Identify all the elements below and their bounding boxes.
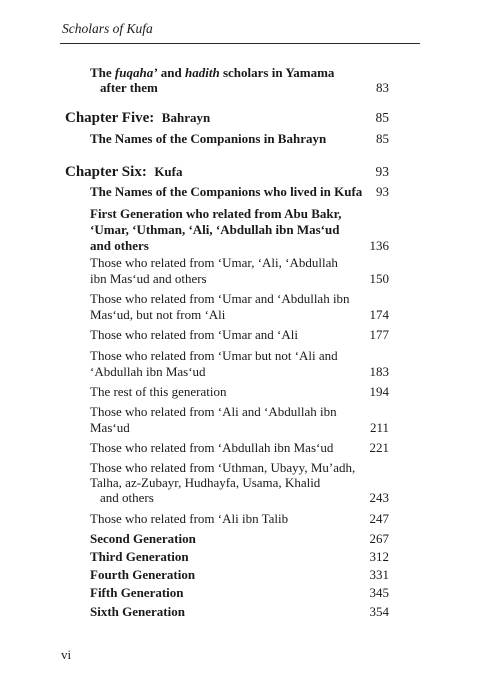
toc-entry-line: ‘Abdullah ibn Mas‘ud (90, 364, 206, 379)
toc-entry-line: ibn Mas‘ud and others (90, 271, 207, 286)
toc-page-number: 354 (369, 604, 389, 619)
toc-page-number: 312 (369, 549, 389, 564)
toc-page-number: 247 (369, 511, 389, 526)
italic-term: hadith (185, 65, 220, 80)
toc-page-number: 85 (375, 110, 389, 125)
toc-page-number: 150 (369, 271, 389, 286)
toc-entry-line: Talha, az-Zubayr, Hudhayfa, Usama, Khalid (90, 475, 321, 490)
toc-page-number: 183 (369, 364, 389, 379)
toc-page-number: 194 (369, 384, 389, 399)
toc-entry-line: Fifth Generation (90, 585, 184, 600)
toc-page-number: 221 (369, 440, 389, 455)
toc-entry-line: after them (100, 80, 158, 95)
toc-entry-line: Chapter Five: Bahrayn (65, 110, 211, 126)
toc-entry-line: First Generation who related from Abu Bakr, (90, 206, 342, 221)
folio: vi (61, 647, 72, 662)
toc-page-number: 174 (369, 307, 389, 322)
toc-entry-line: Sixth Generation (90, 604, 185, 619)
toc-entry-line: Fourth Generation (90, 567, 196, 582)
toc-page-number: 177 (369, 327, 389, 342)
toc-entry-line: Second Generation (90, 531, 196, 546)
toc-entry-line: Mas‘ud (90, 420, 130, 435)
toc-page-number: 243 (369, 490, 389, 505)
toc-page-number: 211 (369, 420, 389, 435)
toc-entry-line: and others (90, 238, 149, 253)
toc-entry-line: Third Generation (90, 549, 189, 564)
toc-entry-line: Those who related from ‘Ali ibn Talib (90, 511, 289, 526)
toc-entry-line: Chapter Six: Kufa (65, 164, 183, 180)
toc-page-number: 85 (376, 131, 389, 146)
toc-entry-line: The Names of the Companions in Bahrayn (90, 131, 327, 146)
toc-entry-line: The fuqaha’ and hadith scholars in Yamama (90, 65, 335, 80)
toc-entry-line: Those who related from ‘Ali and ‘Abdullah ibn (90, 404, 337, 419)
toc-page-number: 93 (375, 164, 389, 179)
toc-entry-line: Those who related from ‘Umar and ‘Ali (90, 327, 298, 342)
toc-entry-line: ‘Umar, ‘Uthman, ‘Ali, ‘Abdullah ibn Mas‘ud (90, 222, 340, 237)
italic-term: fuqaha’ (114, 65, 158, 80)
toc-page-number: 93 (376, 184, 389, 199)
toc-entry-line: The Names of the Companions who lived in Kufa (90, 184, 363, 199)
toc-page-number: 331 (369, 567, 389, 582)
toc-page-number: 345 (369, 585, 389, 600)
chapter-title: Bahrayn (161, 110, 211, 125)
toc-page-number: 136 (369, 238, 389, 253)
toc-entry-line: Those who related from ‘Umar and ‘Abdullah ibn (90, 291, 350, 306)
toc-entry-line: Those who related from ‘Umar but not ‘Ali and (90, 348, 338, 363)
toc-entry-line: Those who related from ‘Umar, ‘Ali, ‘Abdullah (90, 255, 338, 270)
toc-entry-line: Mas‘ud, but not from ‘Ali (90, 307, 226, 322)
toc-entry-line: The rest of this generation (90, 384, 227, 399)
running-head: Scholars of Kufa (62, 21, 153, 36)
toc-entry-line: Those who related from ‘Abdullah ibn Mas‘ud (90, 440, 334, 455)
toc-page-number: 83 (376, 80, 389, 95)
toc-page-number: 267 (369, 531, 389, 546)
toc-entry-line: Those who related from ‘Uthman, Ubayy, Mu’adh, (90, 460, 356, 475)
toc-entry-line: and others (100, 490, 154, 505)
chapter-title: Kufa (154, 164, 183, 179)
